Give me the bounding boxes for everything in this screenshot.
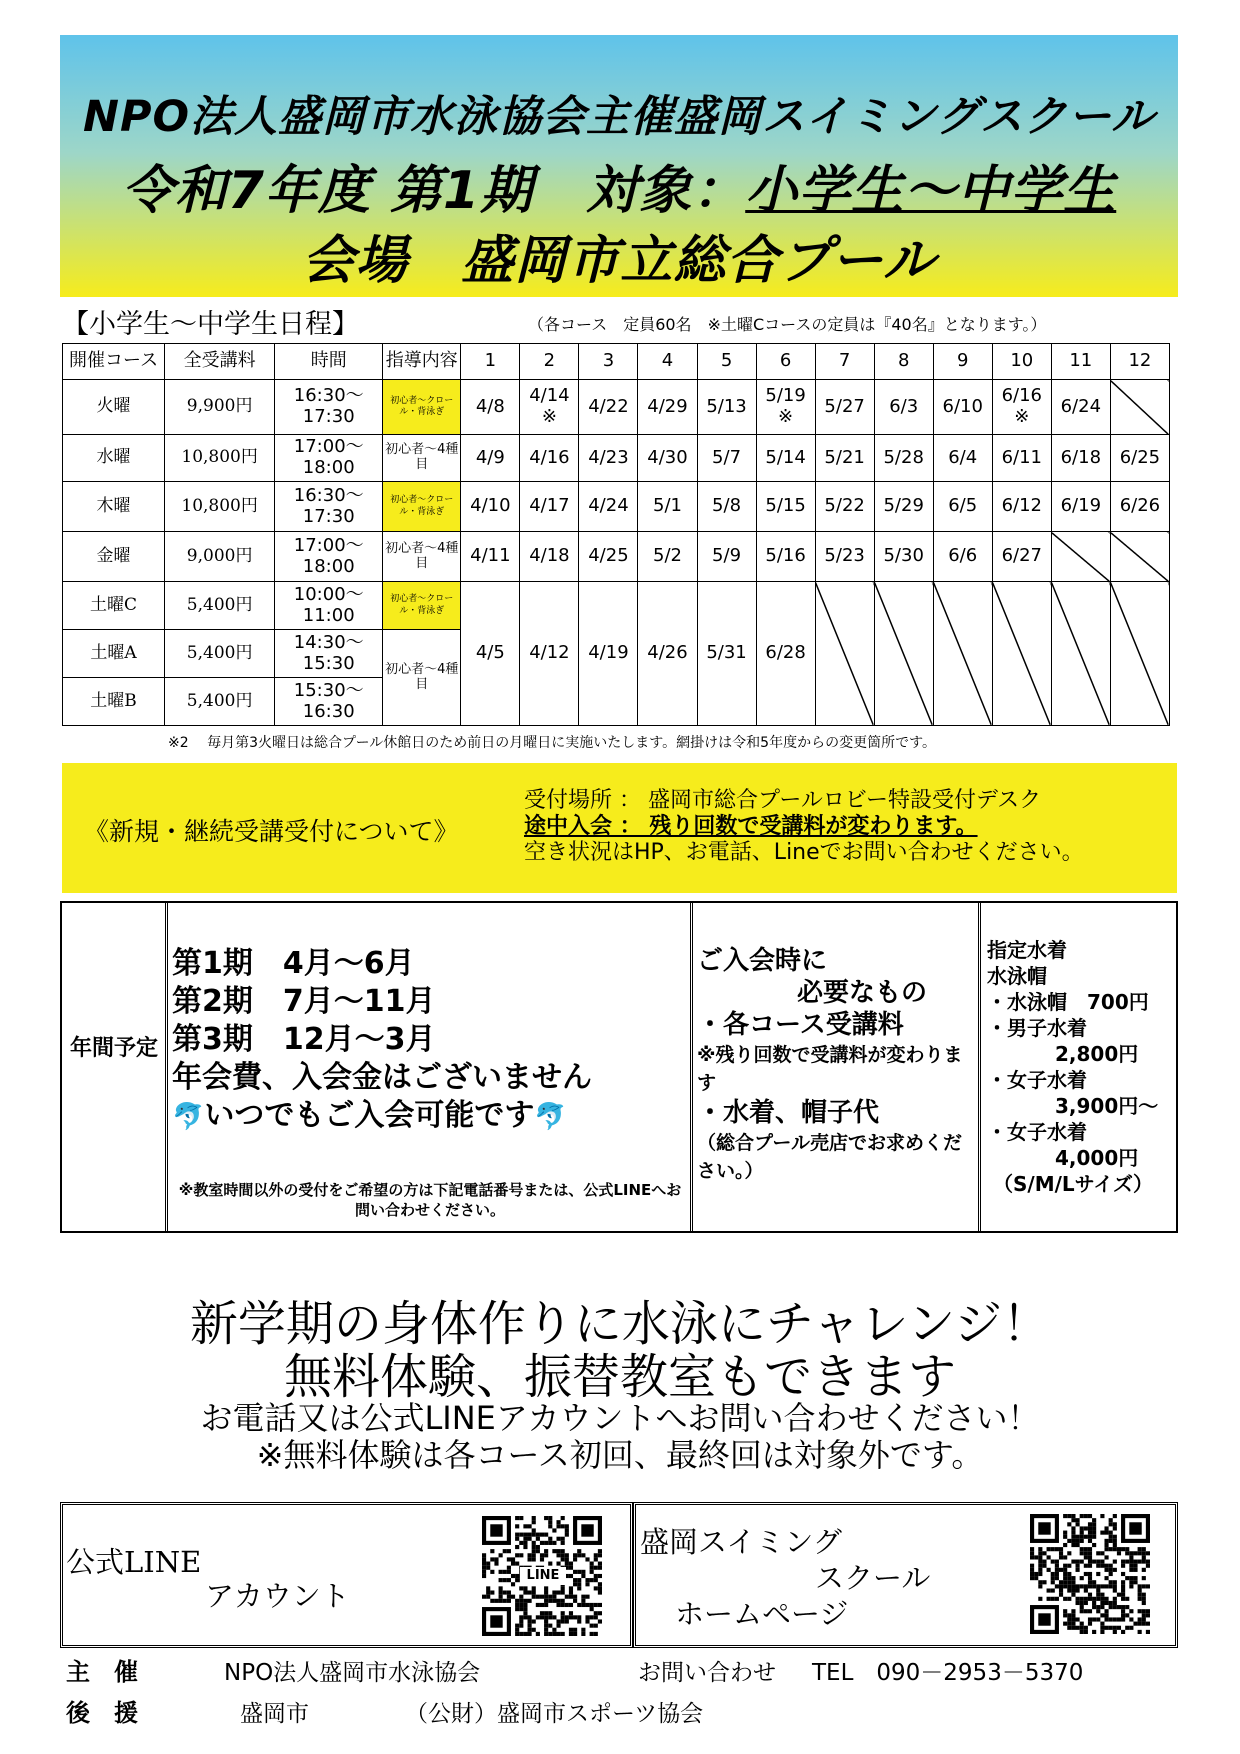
date-cell: 5/7 bbox=[697, 435, 756, 482]
host-label: 主 催 bbox=[66, 1658, 138, 1686]
date-cell: 6/27 bbox=[992, 532, 1051, 582]
divider bbox=[690, 901, 693, 1233]
date-cell: 6/5 bbox=[933, 482, 992, 532]
date-cell: 6/4 bbox=[933, 435, 992, 482]
empty-date-cell bbox=[933, 582, 992, 726]
divider bbox=[978, 901, 981, 1233]
date-cell: 4/11 bbox=[461, 532, 520, 582]
date-cell: 4/5 bbox=[461, 582, 520, 726]
column-header: 1 bbox=[461, 344, 520, 380]
date-cell: 4/22 bbox=[579, 380, 638, 435]
table-row bbox=[63, 435, 1170, 482]
date-cell: 4/9 bbox=[461, 435, 520, 482]
date-cell: 5/31 bbox=[697, 582, 756, 726]
column-header: 8 bbox=[874, 344, 933, 380]
date-cell: 5/2 bbox=[638, 532, 697, 582]
column-header: 5 bbox=[697, 344, 756, 380]
instruction-cell: 初心者～4種目 bbox=[383, 435, 461, 482]
line-qr-label: LINE bbox=[520, 1567, 566, 1585]
empty-date-cell bbox=[815, 582, 874, 726]
schedule-capacity-note: （各コース 定員60名 ※土曜Cコースの定員は『40名』となります。） bbox=[528, 315, 1047, 334]
course-name: 金曜 bbox=[63, 532, 165, 582]
reception-details bbox=[524, 788, 1084, 866]
promo-line-4: ※無料体験は各コース初回、最終回は対象外です。 bbox=[256, 1436, 984, 1474]
date-cell: 6/19 bbox=[1051, 482, 1110, 532]
empty-date-cell bbox=[1051, 532, 1110, 582]
date-cell: 5/19 ※ bbox=[756, 380, 815, 435]
course-price: 10,800円 bbox=[165, 482, 275, 532]
dolphin-icon: 🐬 bbox=[172, 1102, 205, 1132]
no-fee-text: 年会費、入会金はございません bbox=[172, 1060, 592, 1095]
line-title-2: アカウント bbox=[205, 1579, 350, 1613]
date-cell: 5/23 bbox=[815, 532, 874, 582]
swim-girls-1: ・女子水着 bbox=[987, 1068, 1087, 1092]
contact-tel: TEL 090－2953－5370 bbox=[812, 1660, 1084, 1686]
line-title-1: 公式LINE bbox=[66, 1545, 202, 1579]
column-header: 2 bbox=[520, 344, 579, 380]
date-cell: 4/10 bbox=[461, 482, 520, 532]
date-cell: 4/26 bbox=[638, 582, 697, 726]
support-association: （公財）盛岡市スポーツ協会 bbox=[405, 1701, 704, 1727]
promo-line-2: 無料体験、振替教室もできます bbox=[283, 1349, 956, 1405]
period-2: 第2期 7月～11月 bbox=[172, 984, 436, 1019]
date-cell: 6/3 bbox=[874, 380, 933, 435]
instruction-cell: 初心者～クロール・背泳ぎ bbox=[383, 380, 461, 435]
empty-date-cell bbox=[1110, 380, 1169, 435]
date-cell: 5/1 bbox=[638, 482, 697, 532]
column-header: 11 bbox=[1051, 344, 1110, 380]
instruction-cell: 初心者～4種目 bbox=[383, 630, 461, 726]
period-3: 第3期 12月～3月 bbox=[172, 1022, 436, 1057]
swim-girls-2: ・女子水着 bbox=[987, 1120, 1087, 1144]
column-header: 4 bbox=[638, 344, 697, 380]
date-cell: 6/18 bbox=[1051, 435, 1110, 482]
column-header: 指導内容 bbox=[383, 344, 461, 380]
date-cell: 4/18 bbox=[520, 532, 579, 582]
hp-title-3: ホームページ bbox=[675, 1597, 849, 1631]
date-cell: 4/16 bbox=[520, 435, 579, 482]
annual-periods bbox=[172, 945, 592, 1136]
date-cell: 5/8 bbox=[697, 482, 756, 532]
date-cell: 6/24 bbox=[1051, 380, 1110, 435]
divider bbox=[165, 901, 168, 1233]
swim-cap-price: ・水泳帽 700円 bbox=[987, 990, 1149, 1014]
date-cell: 4/24 bbox=[579, 482, 638, 532]
date-cell: 4/19 bbox=[579, 582, 638, 726]
course-name: 土曜A bbox=[63, 630, 165, 678]
course-name: 水曜 bbox=[63, 435, 165, 482]
header-line2 bbox=[60, 148, 1178, 223]
date-cell: 5/14 bbox=[756, 435, 815, 482]
required-items bbox=[697, 945, 977, 1185]
required-title-2: 必要なもの bbox=[797, 978, 928, 1008]
table-row bbox=[63, 532, 1170, 582]
homepage-qr-code[interactable] bbox=[1030, 1514, 1150, 1634]
date-cell: 4/25 bbox=[579, 532, 638, 582]
column-header: 全受講料 bbox=[165, 344, 275, 380]
date-cell: 6/16 ※ bbox=[992, 380, 1051, 435]
header-banner bbox=[60, 35, 1178, 297]
date-cell: 5/16 bbox=[756, 532, 815, 582]
schedule-heading: 【小学生～中学生日程】 bbox=[62, 309, 359, 340]
schedule-table bbox=[62, 343, 1170, 726]
contact-label: お問い合わせ bbox=[638, 1660, 776, 1686]
swim-girls-1-price: 3,900円～ bbox=[1055, 1094, 1159, 1118]
course-price: 5,400円 bbox=[165, 678, 275, 726]
course-name: 木曜 bbox=[63, 482, 165, 532]
course-price: 9,900円 bbox=[165, 380, 275, 435]
empty-date-cell bbox=[992, 582, 1051, 726]
date-cell: 4/12 bbox=[520, 582, 579, 726]
date-cell: 5/15 bbox=[756, 482, 815, 532]
instruction-cell: 初心者～クロール・背泳ぎ bbox=[383, 482, 461, 532]
table-header-row bbox=[63, 344, 1170, 380]
swim-label-2: 水泳帽 bbox=[987, 964, 1047, 988]
course-price: 5,400円 bbox=[165, 582, 275, 630]
empty-date-cell bbox=[1051, 582, 1110, 726]
reception-midterm: 途中入会 ： 残り回数で受講料が変わります。 bbox=[524, 814, 978, 839]
host-name: NPO法人盛岡市水泳協会 bbox=[224, 1660, 481, 1686]
date-cell: 5/13 bbox=[697, 380, 756, 435]
schedule-footnote: ※2 毎月第3火曜日は総合プール休館日のため前日の月曜日に実施いたします。網掛けは令和5年度からの変更箇所です。 bbox=[168, 735, 936, 751]
date-cell: 6/25 bbox=[1110, 435, 1169, 482]
required-swimwear: ・水着、帽子代 bbox=[697, 1098, 880, 1128]
promo-line-1: 新学期の身体作りに水泳にチャレンジ！ bbox=[189, 1296, 1051, 1352]
support-label: 後 援 bbox=[66, 1699, 138, 1727]
period-1: 第1期 4月～6月 bbox=[172, 946, 415, 981]
join-anytime-row bbox=[172, 1097, 592, 1136]
column-header: 7 bbox=[815, 344, 874, 380]
time-cell: 16:30～ 17:30 bbox=[275, 482, 383, 532]
date-cell: 5/29 bbox=[874, 482, 933, 532]
column-header: 10 bbox=[992, 344, 1051, 380]
dolphin-icon: 🐬 bbox=[534, 1102, 567, 1132]
join-anytime-text: いつでもご入会可能です bbox=[204, 1098, 535, 1133]
date-cell: 4/30 bbox=[638, 435, 697, 482]
header-target: 小学生～中学生 bbox=[745, 161, 1117, 221]
support-city: 盛岡市 bbox=[240, 1701, 309, 1727]
swim-boys-price: 2,800円 bbox=[1055, 1042, 1139, 1066]
column-header: 9 bbox=[933, 344, 992, 380]
course-price: 9,000円 bbox=[165, 532, 275, 582]
course-name: 土曜C bbox=[63, 582, 165, 630]
empty-date-cell bbox=[874, 582, 933, 726]
header-line1: NPO法人盛岡市水泳協会主催盛岡スイミングスクール bbox=[82, 92, 1156, 142]
empty-date-cell bbox=[1110, 532, 1169, 582]
date-cell: 6/10 bbox=[933, 380, 992, 435]
column-header: 12 bbox=[1110, 344, 1169, 380]
table-row bbox=[63, 482, 1170, 532]
course-price: 10,800円 bbox=[165, 435, 275, 482]
date-cell: 6/26 bbox=[1110, 482, 1169, 532]
promo-line-3: お電話又は公式LINEアカウントへお問い合わせください！ bbox=[200, 1399, 1040, 1437]
instruction-cell: 初心者～クロール・背泳ぎ bbox=[383, 582, 461, 630]
required-title-1: ご入会時に bbox=[697, 946, 828, 976]
column-header: 3 bbox=[579, 344, 638, 380]
required-swimwear-note: （総合プール売店でお求めください。） bbox=[697, 1132, 963, 1182]
date-cell: 6/28 bbox=[756, 582, 815, 726]
date-cell: 4/29 bbox=[638, 380, 697, 435]
hp-title-2: スクール bbox=[815, 1561, 931, 1595]
date-cell: 6/12 bbox=[992, 482, 1051, 532]
date-cell: 5/21 bbox=[815, 435, 874, 482]
date-cell: 5/22 bbox=[815, 482, 874, 532]
time-cell: 17:00～ 18:00 bbox=[275, 532, 383, 582]
off-hours-note: ※教室時間以外の受付をご希望の方は下記電話番号または、公式LINEへお問い合わせください。 bbox=[178, 1181, 682, 1219]
swimwear-prices bbox=[987, 937, 1158, 1197]
reception-title: 《新規・継続受講受付について》 bbox=[84, 817, 459, 846]
hp-title-1: 盛岡スイミング bbox=[640, 1525, 842, 1559]
time-cell: 16:30～ 17:30 bbox=[275, 380, 383, 435]
column-header: 時間 bbox=[275, 344, 383, 380]
column-header: 開催コース bbox=[63, 344, 165, 380]
time-cell: 14:30～ 15:30 bbox=[275, 630, 383, 678]
table-row bbox=[63, 582, 1170, 630]
date-cell: 4/17 bbox=[520, 482, 579, 532]
date-cell: 5/9 bbox=[697, 532, 756, 582]
time-cell: 15:30～ 16:30 bbox=[275, 678, 383, 726]
date-cell: 6/6 bbox=[933, 532, 992, 582]
date-cell: 4/8 bbox=[461, 380, 520, 435]
table-row bbox=[63, 380, 1170, 435]
swim-girls-2-price: 4,000円 bbox=[1055, 1146, 1139, 1170]
swim-boys: ・男子水着 bbox=[987, 1016, 1087, 1040]
header-line2-a: 令和7年度 第1期 対象： bbox=[121, 161, 746, 221]
instruction-cell: 初心者～4種目 bbox=[383, 532, 461, 582]
date-cell: 4/23 bbox=[579, 435, 638, 482]
swim-sizes: （S/M/Lサイズ） bbox=[993, 1172, 1154, 1196]
empty-date-cell bbox=[1110, 582, 1169, 726]
date-cell: 6/11 bbox=[992, 435, 1051, 482]
course-price: 5,400円 bbox=[165, 630, 275, 678]
swim-label-1: 指定水着 bbox=[987, 938, 1067, 962]
annual-schedule-label: 年間予定 bbox=[69, 1036, 158, 1061]
reception-place: 受付場所 ： 盛岡市総合プールロビー特設受付デスク bbox=[524, 788, 1042, 813]
date-cell: 5/30 bbox=[874, 532, 933, 582]
header-line3: 会場 盛岡市立総合プール bbox=[302, 231, 936, 291]
date-cell: 4/14 ※ bbox=[520, 380, 579, 435]
date-cell: 5/27 bbox=[815, 380, 874, 435]
time-cell: 10:00～ 11:00 bbox=[275, 582, 383, 630]
course-name: 火曜 bbox=[63, 380, 165, 435]
date-cell: 5/28 bbox=[874, 435, 933, 482]
required-fee-note: ※残り回数で受講料が変わります bbox=[697, 1044, 963, 1094]
required-fee: ・各コース受講料 bbox=[697, 1010, 904, 1040]
reception-availability: 空き状況はHP、お電話、Lineでお問い合わせください。 bbox=[524, 840, 1084, 865]
column-header: 6 bbox=[756, 344, 815, 380]
time-cell: 17:00～ 18:00 bbox=[275, 435, 383, 482]
course-name: 土曜B bbox=[63, 678, 165, 726]
